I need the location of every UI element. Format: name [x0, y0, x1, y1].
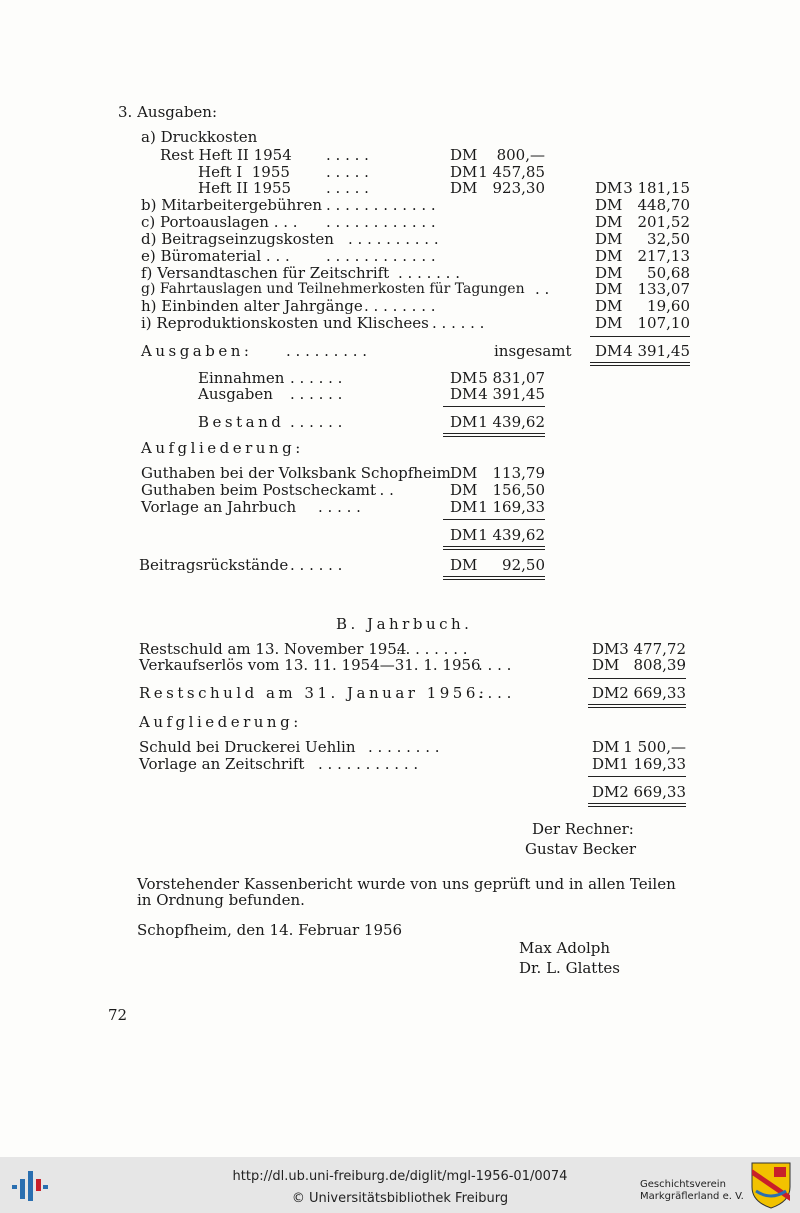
- debt-row-amount: 1 500,—: [623, 738, 686, 756]
- expense-row-label: b) Mitarbeitergebühren: [141, 196, 322, 214]
- ausgaben-total-dots: . . . . . . . . .: [286, 342, 368, 360]
- jahrbuch-heading: B. Jahrbuch.: [336, 615, 473, 633]
- balance-row-label: Ausgaben: [198, 385, 273, 403]
- footer-url-link[interactable]: http://dl.ub.uni-freiburg.de/diglit/mgl-1956-01/0074: [232, 1169, 568, 1184]
- balance-row-amount: 4 391,45: [478, 385, 545, 403]
- druck-total-currency: DM: [595, 179, 623, 197]
- rule: [443, 406, 545, 407]
- expense-row-label: h) Einbinden alter Jahrgänge: [141, 297, 363, 315]
- asset-row-currency: DM: [450, 464, 478, 482]
- expense-row-dots: . . . . . . . . . . . .: [326, 196, 436, 214]
- audit-text-line1: Vorstehender Kassenbericht wurde von uns geprüft und in allen Teilen: [137, 875, 676, 893]
- restschuld-label: Restschuld am 31. Januar 1956:: [139, 684, 488, 702]
- arrears-label: Beitragsrückstände: [139, 556, 289, 574]
- asset-row-dots: . . .: [370, 481, 394, 499]
- druck-row-amount: 800,—: [496, 146, 545, 164]
- expense-row-label: i) Reproduktionskosten und Klischees: [141, 314, 429, 332]
- asset-row-label: Guthaben beim Postscheckamt: [141, 481, 377, 499]
- coat-of-arms-icon: [750, 1161, 792, 1209]
- expense-row-dots: . . . . . . . . . . . .: [326, 247, 436, 265]
- druck-row-currency: DM: [450, 146, 478, 164]
- jahrbuch-row-label: Verkaufserlös vom 13. 11. 1954—31. 1. 1956: [139, 656, 481, 674]
- expense-row-amount: 19,60: [647, 297, 690, 315]
- debt-row-currency: DM: [592, 738, 620, 756]
- balance-row-dots: . . . . . .: [290, 369, 343, 387]
- balance-row-currency: DM: [450, 385, 478, 403]
- jahrbuch-row-currency: DM: [592, 640, 620, 658]
- ausgaben-total-label: Ausgaben:: [141, 342, 253, 360]
- balance-row-currency: DM: [450, 369, 478, 387]
- expense-row-label: d) Beitragseinzugskosten: [141, 230, 334, 248]
- double-rule: [588, 803, 686, 807]
- asset-row-dots: . . . . .: [318, 498, 361, 516]
- rule: [590, 336, 690, 337]
- expense-row-label: e) Büromaterial . . .: [141, 247, 290, 265]
- balance-row-amount: 5 831,07: [478, 369, 545, 387]
- bestand-amount: 1 439,62: [478, 413, 545, 431]
- druck-row-label: Rest Heft II 1954: [160, 146, 292, 164]
- expense-row-amount: 107,10: [637, 314, 690, 332]
- restschuld-currency: DM: [592, 684, 620, 702]
- debt-row-currency: DM: [592, 755, 620, 773]
- druckkosten-label: a) Druckkosten: [141, 128, 258, 146]
- druck-row-dots: . . . . .: [326, 179, 369, 197]
- aufgliederung-heading: Aufgliederung:: [141, 439, 304, 457]
- double-rule: [588, 704, 686, 708]
- expense-row-currency: DM: [595, 280, 623, 298]
- asset-row-amount: 156,50: [492, 481, 545, 499]
- asset-row-amount: 1 169,33: [478, 498, 545, 516]
- expense-row-amount: 217,13: [637, 247, 690, 265]
- jahrbuch-row-currency: DM: [592, 656, 620, 674]
- expense-row-currency: DM: [595, 213, 623, 231]
- expense-row-currency: DM: [595, 196, 623, 214]
- double-rule: [443, 433, 545, 437]
- restschuld-amount: 2 669,33: [619, 684, 686, 702]
- treasurer-role: Der Rechner:: [532, 820, 634, 838]
- expense-row-currency: DM: [595, 314, 623, 332]
- debt-row-label: Schuld bei Druckerei Uehlin: [139, 738, 356, 756]
- jahrbuch-row-amount: 808,39: [633, 656, 686, 674]
- section-heading-ausgaben: 3. Ausgaben:: [118, 103, 218, 121]
- expense-row-label: f) Versandtaschen für Zeitschrift: [141, 264, 390, 282]
- expense-row-dots: . . . . . . .: [398, 264, 460, 282]
- arrears-dots: . . . . . .: [290, 556, 343, 574]
- druck-row-amount: 923,30: [492, 179, 545, 197]
- expense-row-currency: DM: [595, 247, 623, 265]
- aufgliederung-heading: Aufgliederung:: [139, 713, 302, 731]
- expense-row-dots: . . . . . . . . . . . .: [326, 213, 436, 231]
- association-line: Geschichtsverein: [640, 1179, 726, 1190]
- auditor-name: Max Adolph: [519, 939, 611, 957]
- ausgaben-total-currency: DM: [595, 342, 623, 360]
- association-name: [640, 1179, 744, 1203]
- bestand-dots: . . . . . .: [290, 413, 343, 431]
- asset-row-label: Vorlage an Jahrbuch: [141, 498, 297, 516]
- rule: [443, 519, 545, 520]
- druck-row-dots: . . . . .: [326, 146, 369, 164]
- debt-row-label: Vorlage an Zeitschrift: [139, 755, 305, 773]
- rule: [588, 776, 686, 777]
- debt-row-dots: . . . . . . . .: [368, 738, 440, 756]
- jahrbuch-row-dots: . . . .: [478, 656, 512, 674]
- druck-row-currency: DM: [450, 179, 478, 197]
- arrears-amount: 92,50: [502, 556, 545, 574]
- double-rule: [443, 576, 545, 580]
- footer-copyright: © Universitätsbibliothek Freiburg: [291, 1191, 509, 1206]
- rule: [588, 678, 686, 679]
- druck-total-amount: 3 181,15: [623, 179, 690, 197]
- druck-row-dots: . . . . .: [326, 163, 369, 181]
- expense-row-dots: . .: [535, 280, 550, 298]
- restschuld-dots: . . . .: [478, 684, 512, 702]
- expense-row-amount: 50,68: [647, 264, 690, 282]
- expense-row-amount: 201,52: [637, 213, 690, 231]
- balance-row-dots: . . . . . .: [290, 385, 343, 403]
- jahrbuch-row-label: Restschuld am 13. November 1954: [139, 640, 407, 658]
- debt-sum-amount: 2 669,33: [619, 783, 686, 801]
- debt-row-dots: . . . . . . . . . . .: [318, 755, 419, 773]
- asset-row-label: Guthaben bei der Volksbank Schopfheim: [141, 464, 451, 482]
- debt-row-amount: 1 169,33: [619, 755, 686, 773]
- expense-row-amount: 133,07: [637, 280, 690, 298]
- expense-row-amount: 448,70: [637, 196, 690, 214]
- double-rule: [590, 362, 690, 366]
- druck-row-amount: 1 457,85: [478, 163, 545, 181]
- place-date: Schopfheim, den 14. Februar 1956: [137, 921, 403, 939]
- auditor-name: Dr. L. Glattes: [519, 959, 620, 977]
- ausgaben-total-amount: 4 391,45: [623, 342, 690, 360]
- debt-sum-currency: DM: [592, 783, 620, 801]
- ausgaben-total-suffix: insgesamt: [494, 342, 572, 360]
- druck-row-label: Heft II 1955: [198, 179, 292, 197]
- asset-row-currency: DM: [450, 481, 478, 499]
- bestand-currency: DM: [450, 413, 478, 431]
- asset-row-amount: 113,79: [492, 464, 545, 482]
- expense-row-dots: . . . . . .: [432, 314, 485, 332]
- expense-row-amount: 32,50: [647, 230, 690, 248]
- expense-row-currency: DM: [595, 230, 623, 248]
- expense-row-label: c) Portoauslagen . . .: [141, 213, 298, 231]
- druck-row-currency: DM: [450, 163, 478, 181]
- page-number: 72: [108, 1006, 128, 1024]
- expense-row-currency: DM: [595, 264, 623, 282]
- treasurer-name: Gustav Becker: [525, 840, 636, 858]
- jahrbuch-row-dots: . . . . . . . .: [396, 640, 468, 658]
- expense-row-label: g) Fahrtauslagen und Teilnehmerkosten für Tagungen: [141, 281, 525, 297]
- footer-bar: [0, 1157, 800, 1213]
- druck-row-label: Heft I 1955: [198, 163, 290, 181]
- jahrbuch-row-amount: 3 477,72: [619, 640, 686, 658]
- asset-sum-amount: 1 439,62: [478, 526, 545, 544]
- arrears-currency: DM: [450, 556, 478, 574]
- expense-row-dots: . . . . . . . .: [364, 297, 436, 315]
- asset-row-currency: DM: [450, 498, 478, 516]
- balance-row-label: Einnahmen: [198, 369, 285, 387]
- asset-sum-currency: DM: [450, 526, 478, 544]
- double-rule: [443, 546, 545, 550]
- expense-row-currency: DM: [595, 297, 623, 315]
- audit-text-line2: in Ordnung befunden.: [137, 891, 305, 909]
- bestand-label: Bestand: [198, 413, 285, 431]
- expense-row-dots: . . . . . . . . . .: [348, 230, 439, 248]
- association-line: Markgräflerland e. V.: [640, 1191, 744, 1202]
